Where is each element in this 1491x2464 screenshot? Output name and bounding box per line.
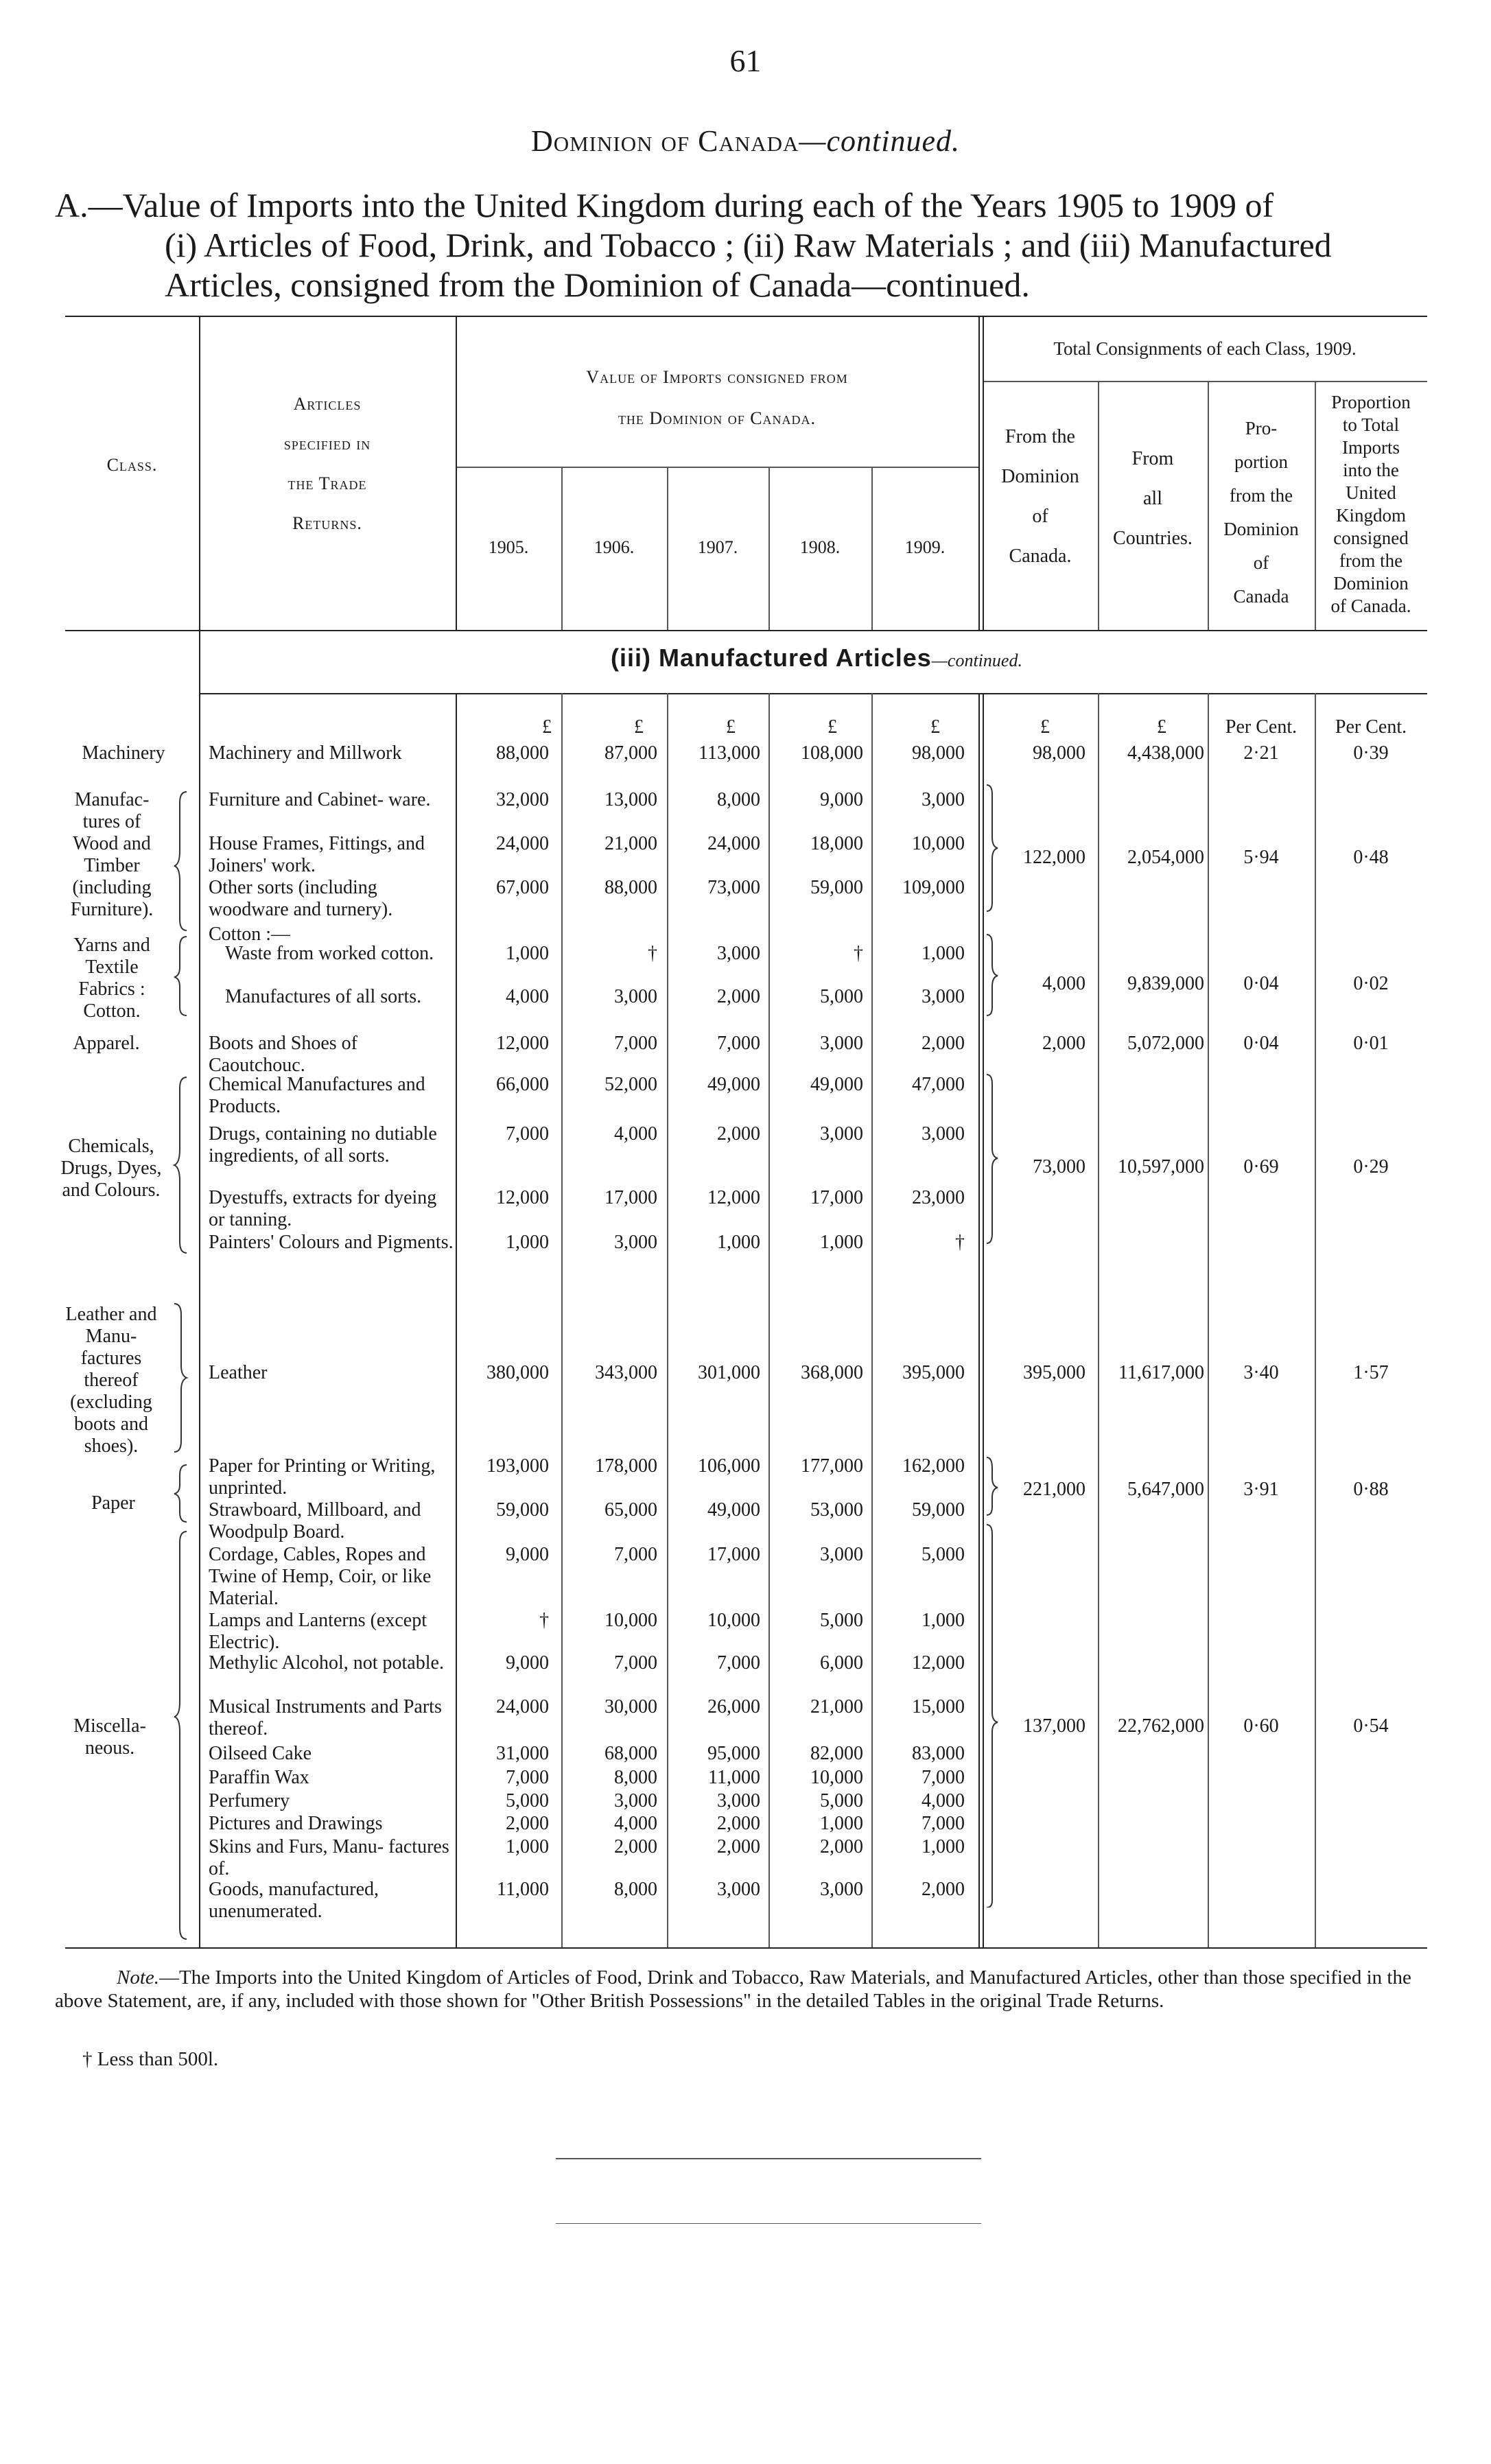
value-cell: 5,000	[820, 1610, 863, 1631]
value-cell: 343,000	[595, 1362, 657, 1383]
value-cell: 6,000	[820, 1652, 863, 1674]
page-number: 61	[729, 43, 762, 78]
value-cell: 15,000	[912, 1696, 965, 1717]
value-cell: 1,000	[921, 943, 965, 964]
article-name: Musical Instruments and Parts thereof.	[209, 1696, 442, 1739]
header-value-group-line: Value of Imports consigned from	[586, 367, 848, 387]
header-proportion-from-line: Dominion	[1223, 519, 1299, 539]
unit-pound: £	[827, 716, 837, 738]
proportion-of-total: 1·57	[1353, 1362, 1389, 1383]
value-cell: 49,000	[707, 1074, 760, 1095]
value-cell: 193,000	[486, 1455, 549, 1477]
total-group-rule	[983, 381, 1427, 382]
header-year-1906: 1906.	[594, 537, 635, 557]
value-cell: 178,000	[595, 1455, 657, 1477]
header-proportion-total-line: of Canada.	[1330, 596, 1411, 616]
value-cell: 1,000	[717, 1232, 760, 1253]
header-from-dominion-line: From the	[1005, 426, 1075, 447]
closing-rule	[556, 2158, 981, 2159]
value-cell: 65,000	[604, 1499, 657, 1521]
value-cell: 12,000	[912, 1652, 965, 1674]
article-name: Paper for Printing or Writing, unprinted.	[209, 1455, 436, 1499]
proportion-of-total: 0·88	[1353, 1479, 1389, 1500]
total-from-all: 9,839,000	[1127, 973, 1204, 994]
value-cell: 3,000	[820, 1544, 863, 1565]
value-cell: 10,000	[707, 1610, 760, 1631]
value-cell: 17,000	[810, 1187, 863, 1208]
value-cell: 380,000	[486, 1362, 549, 1383]
title-line-1: A.—Value of Imports into the United Kingdom during each of the Years 1905 to 1909 of	[55, 186, 1274, 224]
value-cell: 49,000	[810, 1074, 863, 1095]
value-cell: 2,000	[506, 1813, 549, 1834]
value-cell: 7,000	[506, 1123, 549, 1145]
header-proportion-total-line: Proportion	[1331, 392, 1411, 412]
value-cell: 395,000	[902, 1362, 965, 1383]
value-cell: 30,000	[604, 1696, 657, 1717]
value-cell: 7,000	[717, 1652, 760, 1674]
proportion-from-dominion: 0·04	[1243, 1033, 1279, 1054]
article-name: Goods, manufactured, unenumerated.	[209, 1879, 379, 1922]
article-name: Cordage, Cables, Ropes and Twine of Hemp, Coir, or like Material.	[209, 1544, 432, 1609]
total-from-dominion: 98,000	[1033, 742, 1085, 764]
value-cell: 3,000	[921, 986, 965, 1007]
article-name: Oilseed Cake	[209, 1743, 312, 1764]
value-cell: 3,000	[921, 789, 965, 810]
value-cell: 301,000	[698, 1362, 760, 1383]
section-title-continued: —continued.	[931, 650, 1022, 670]
header-year-1909: 1909.	[904, 537, 946, 557]
class-label: Miscella- neous.	[73, 1715, 146, 1759]
value-cell: 3,000	[614, 1790, 657, 1811]
section-title-label: (iii) Manufactured Articles	[611, 644, 932, 672]
heading-continued: —continued.	[799, 124, 961, 158]
header-year-1908: 1908.	[799, 537, 841, 557]
value-cell: 2,000	[921, 1879, 965, 1900]
value-cell: 13,000	[604, 789, 657, 810]
value-cell: 7,000	[717, 1033, 760, 1054]
dagger-note: † Less than 500l.	[82, 2048, 219, 2070]
header-bottom-rule	[65, 630, 1427, 631]
class-label: Leather and Manu- factures thereof (excluding boots and shoes).	[65, 1304, 157, 1457]
header-proportion-from-line: portion	[1234, 451, 1288, 472]
article-name: Strawboard, Millboard, and Woodpulp Board.	[209, 1499, 421, 1542]
value-cell: 24,000	[707, 833, 760, 854]
header-proportion-from-line: Pro-	[1245, 418, 1278, 438]
class-label: Manufac- tures of Wood and Timber (including Furniture).	[70, 789, 154, 920]
value-cell: 10,000	[810, 1767, 863, 1788]
unit-pound: £	[1040, 716, 1050, 738]
value-cell: 4,000	[614, 1813, 657, 1834]
value-cell: 108,000	[801, 742, 863, 764]
total-from-all: 4,438,000	[1127, 742, 1204, 764]
article-name: Paraffin Wax	[209, 1767, 309, 1788]
col-rule-from-dominion-body	[1098, 693, 1099, 1947]
value-group-rule	[456, 467, 978, 468]
value-cell: 3,000	[820, 1123, 863, 1145]
value-cell: 59,000	[496, 1499, 549, 1521]
total-from-all: 11,617,000	[1118, 1362, 1204, 1383]
value-cell: 1,000	[820, 1232, 863, 1253]
class-label: Yarns and Textile Fabrics : Cotton.	[73, 935, 150, 1022]
value-cell: 24,000	[496, 833, 549, 854]
section-title	[199, 644, 1434, 672]
value-cell: 2,000	[921, 1033, 965, 1054]
proportion-from-dominion: 2·21	[1243, 742, 1279, 764]
value-cell: 5,000	[820, 986, 863, 1007]
value-cell: 9,000	[506, 1544, 549, 1565]
value-cell: 11,000	[497, 1879, 549, 1900]
header-from-dominion-line: Canada.	[1009, 545, 1072, 567]
value-cell: 10,000	[912, 833, 965, 854]
article-name: Other sorts (including woodware and turnery).	[209, 877, 393, 920]
col-rule-class	[199, 316, 200, 1947]
value-cell: 2,000	[717, 986, 760, 1007]
proportion-from-dominion: 0·04	[1243, 973, 1279, 994]
header-proportion-from	[1208, 412, 1315, 613]
value-cell: 9,000	[820, 789, 863, 810]
value-cell: 12,000	[496, 1187, 549, 1208]
value-cell: 1,000	[820, 1813, 863, 1834]
class-label: Paper	[91, 1492, 135, 1514]
value-cell: 59,000	[810, 877, 863, 898]
value-cell: 3,000	[820, 1879, 863, 1900]
value-cell: 10,000	[604, 1610, 657, 1631]
total-from-dominion: 395,000	[1023, 1362, 1085, 1383]
value-cell: †	[854, 943, 863, 964]
article-name: Perfumery	[209, 1790, 290, 1811]
note	[55, 1966, 1441, 2013]
proportion-of-total: 0·02	[1353, 973, 1389, 994]
proportion-of-total: 0·54	[1353, 1715, 1389, 1737]
value-cell: 2,000	[717, 1836, 760, 1857]
header-from-dominion-line: Dominion	[1001, 466, 1079, 487]
col-rule-1909-body	[978, 693, 980, 1947]
unit-pound: £	[634, 716, 644, 738]
value-cell: 7,000	[921, 1767, 965, 1788]
table-title	[55, 185, 1441, 305]
value-cell: 47,000	[912, 1074, 965, 1095]
value-cell: 2,000	[614, 1836, 657, 1857]
article-name: Drugs, containing no dutiable ingredients, of all sorts.	[209, 1123, 437, 1166]
value-cell: 95,000	[707, 1743, 760, 1764]
article-name: Skins and Furs, Manu- factures of.	[209, 1836, 449, 1879]
total-from-all: 5,072,000	[1127, 1033, 1204, 1054]
heading-main: Dominion of Canada	[530, 124, 799, 158]
unit-per-cent: Per Cent.	[1335, 716, 1407, 738]
value-cell: 53,000	[810, 1499, 863, 1521]
value-cell: 2,000	[820, 1836, 863, 1857]
page-heading	[0, 124, 1491, 159]
table-bottom-rule	[65, 1947, 1427, 1949]
value-cell: 9,000	[506, 1652, 549, 1674]
article-name: Cotton :—	[209, 924, 291, 945]
unit-pound: £	[1157, 716, 1166, 738]
header-proportion-total-line: to Total	[1342, 414, 1400, 435]
value-cell: 2,000	[717, 1813, 760, 1834]
value-cell: 21,000	[604, 833, 657, 854]
class-label: Chemicals, Drugs, Dyes, and Colours.	[60, 1136, 162, 1201]
article-name: Leather	[209, 1362, 268, 1383]
total-from-all: 22,762,000	[1118, 1715, 1204, 1737]
value-cell: 5,000	[921, 1544, 965, 1565]
col-rule-from-all-body	[1208, 693, 1209, 1947]
value-cell: 31,000	[496, 1743, 549, 1764]
header-from-all-line: all	[1143, 488, 1162, 509]
total-braces	[984, 782, 1000, 1908]
total-from-all: 2,054,000	[1127, 847, 1204, 868]
value-cell: †	[955, 1232, 965, 1253]
title-line-3: Articles, consigned from the Dominion of Canada—continued.	[165, 266, 1030, 304]
total-from-dominion: 122,000	[1023, 847, 1085, 868]
header-proportion-from-line: Canada	[1233, 586, 1289, 607]
value-cell: 5,000	[506, 1790, 549, 1811]
value-cell: 3,000	[820, 1033, 863, 1054]
header-from-all-line: Countries.	[1113, 528, 1193, 549]
article-name: Furniture and Cabinet- ware.	[209, 789, 431, 810]
value-cell: 8,000	[614, 1879, 657, 1900]
article-name: Boots and Shoes of Caoutchouc.	[209, 1033, 357, 1076]
proportion-of-total: 0·01	[1353, 1033, 1389, 1054]
header-from-all	[1098, 439, 1208, 559]
value-cell: 4,000	[614, 1123, 657, 1145]
header-proportion-total-line: Imports	[1342, 437, 1400, 458]
value-cell: 368,000	[801, 1362, 863, 1383]
value-cell: 88,000	[496, 742, 549, 764]
article-name: Pictures and Drawings	[209, 1813, 383, 1834]
proportion-of-total: 0·39	[1353, 742, 1389, 764]
total-from-dominion: 137,000	[1023, 1715, 1085, 1737]
value-cell: 82,000	[810, 1743, 863, 1764]
note-lead: Note.	[117, 1967, 160, 1988]
value-cell: 3,000	[614, 986, 657, 1007]
closing-rule	[556, 2223, 981, 2224]
value-cell: 59,000	[912, 1499, 965, 1521]
value-cell: 52,000	[604, 1074, 657, 1095]
article-name: Methylic Alcohol, not potable.	[209, 1652, 444, 1674]
value-cell: 8,000	[717, 789, 760, 810]
header-year-1907: 1907.	[697, 537, 738, 557]
value-cell: 113,000	[698, 742, 760, 764]
value-cell: 1,000	[506, 943, 549, 964]
value-cell: 8,000	[614, 1767, 657, 1788]
value-cell: 7,000	[614, 1652, 657, 1674]
article-name: Waste from worked cotton.	[225, 943, 434, 964]
value-cell: 68,000	[604, 1743, 657, 1764]
value-cell: 83,000	[912, 1743, 965, 1764]
value-cell: 177,000	[801, 1455, 863, 1477]
value-cell: 1,000	[921, 1610, 965, 1631]
header-proportion-total-line: Dominion	[1333, 573, 1409, 594]
value-cell: 23,000	[912, 1187, 965, 1208]
total-from-all: 5,647,000	[1127, 1479, 1204, 1500]
value-cell: 3,000	[921, 1123, 965, 1145]
title-line-2: (i) Articles of Food, Drink, and Tobacco ; (ii) Raw Materials ; and (iii) Manufactured	[165, 226, 1332, 264]
header-articles-line: the Trade	[287, 473, 367, 493]
article-name: Dyestuffs, extracts for dyeing or tanning.	[209, 1187, 437, 1230]
table-top-rule	[65, 316, 1427, 317]
value-cell: 5,000	[820, 1790, 863, 1811]
col-rule-1909	[978, 316, 980, 630]
note-text: —The Imports into the United Kingdom of Articles of Food, Drink and Tobacco, Raw Materials, and Manufactured Articles, other than those specified in the above Statement, are, if any, included with those shown for "Other British Possessions" in the detailed Tables in the original Trade Returns.	[55, 1967, 1411, 2012]
value-cell: 87,000	[604, 742, 657, 764]
article-name: Chemical Manufactures and Products.	[209, 1074, 425, 1117]
header-proportion-total-line: consigned	[1333, 528, 1409, 548]
unit-pound: £	[930, 716, 940, 738]
header-proportion-total-line: United	[1346, 482, 1396, 503]
class-label: Machinery	[82, 742, 165, 764]
value-cell: 2,000	[717, 1123, 760, 1145]
value-cell: 11,000	[708, 1767, 760, 1788]
total-from-dominion: 73,000	[1033, 1156, 1085, 1177]
value-cell: 4,000	[921, 1790, 965, 1811]
value-cell: 3,000	[614, 1232, 657, 1253]
value-cell: 18,000	[810, 833, 863, 854]
value-cell: 1,000	[506, 1836, 549, 1857]
proportion-from-dominion: 3·40	[1243, 1362, 1279, 1383]
header-articles-line: specified in	[283, 434, 371, 454]
value-cell: 7,000	[506, 1767, 549, 1788]
value-cell: 26,000	[707, 1696, 760, 1717]
header-class: Class.	[106, 455, 158, 475]
article-name: Manufactures of all sorts.	[225, 986, 422, 1007]
value-cell: 162,000	[902, 1455, 965, 1477]
header-articles	[199, 384, 456, 543]
header-proportion-total-line: Kingdom	[1335, 505, 1406, 526]
value-cell: 12,000	[496, 1033, 549, 1054]
value-cell: 7,000	[921, 1813, 965, 1834]
header-proportion-total-line: into the	[1343, 460, 1399, 480]
header-articles-line: Articles	[293, 394, 362, 414]
value-cell: 88,000	[604, 877, 657, 898]
col-rule-proportion-body	[1315, 693, 1316, 1947]
unit-pound: £	[726, 716, 736, 738]
header-from-dominion-line: of	[1032, 506, 1048, 527]
value-cell: 7,000	[614, 1544, 657, 1565]
value-cell: 12,000	[707, 1187, 760, 1208]
article-name: Machinery and Millwork	[209, 742, 402, 764]
unit-per-cent: Per Cent.	[1225, 716, 1298, 738]
value-cell: 17,000	[604, 1187, 657, 1208]
header-proportion-from-line: of	[1253, 552, 1269, 573]
value-cell: 106,000	[698, 1455, 760, 1477]
header-year-1905: 1905.	[488, 537, 529, 557]
header-proportion-from-line: from the	[1229, 485, 1293, 506]
value-cell: 66,000	[496, 1074, 549, 1095]
article-name: House Frames, Fittings, and Joiners' work.	[209, 833, 425, 876]
total-from-dominion: 221,000	[1023, 1479, 1085, 1500]
header-from-all-line: From	[1131, 448, 1174, 469]
article-name: Painters' Colours and Pigments.	[209, 1232, 454, 1253]
value-cell: 73,000	[707, 877, 760, 898]
value-cell: 3,000	[717, 943, 760, 964]
value-cell: 1,000	[921, 1836, 965, 1857]
proportion-of-total: 0·48	[1353, 847, 1389, 868]
proportion-of-total: 0·29	[1353, 1156, 1389, 1177]
value-cell: 98,000	[912, 742, 965, 764]
value-cell: 3,000	[717, 1879, 760, 1900]
header-total-group: Total Consignments of each Class, 1909.	[1053, 338, 1357, 359]
header-proportion-total	[1315, 391, 1427, 618]
header-proportion-total-line: from the	[1339, 550, 1403, 571]
header-articles-line: Returns.	[292, 513, 362, 533]
value-cell: 4,000	[506, 986, 549, 1007]
proportion-from-dominion: 5·94	[1243, 847, 1279, 868]
value-cell: 17,000	[707, 1544, 760, 1565]
class-label: Apparel.	[73, 1033, 140, 1054]
value-cell: 7,000	[614, 1033, 657, 1054]
total-from-dominion: 2,000	[1042, 1033, 1085, 1054]
header-from-dominion	[983, 417, 1098, 576]
proportion-from-dominion: 0·69	[1243, 1156, 1279, 1177]
class-braces	[172, 789, 192, 1949]
header-value-group-line: the Dominion of Canada.	[618, 408, 817, 428]
value-cell: 1,000	[506, 1232, 549, 1253]
value-cell: 3,000	[717, 1790, 760, 1811]
value-cell: †	[539, 1610, 549, 1631]
unit-pound: £	[542, 716, 552, 738]
value-cell: 109,000	[902, 877, 965, 898]
total-from-dominion: 4,000	[1042, 973, 1085, 994]
article-name: Lamps and Lanterns (except Electric).	[209, 1610, 427, 1653]
value-cell: 21,000	[810, 1696, 863, 1717]
value-cell: 24,000	[496, 1696, 549, 1717]
value-cell: †	[648, 943, 657, 964]
proportion-from-dominion: 3·91	[1243, 1479, 1279, 1500]
header-value-group	[456, 357, 978, 439]
proportion-from-dominion: 0·60	[1243, 1715, 1279, 1737]
total-from-all: 10,597,000	[1118, 1156, 1204, 1177]
value-cell: 32,000	[496, 789, 549, 810]
value-cell: 49,000	[707, 1499, 760, 1521]
section-rule	[199, 693, 1427, 694]
value-cell: 67,000	[496, 877, 549, 898]
